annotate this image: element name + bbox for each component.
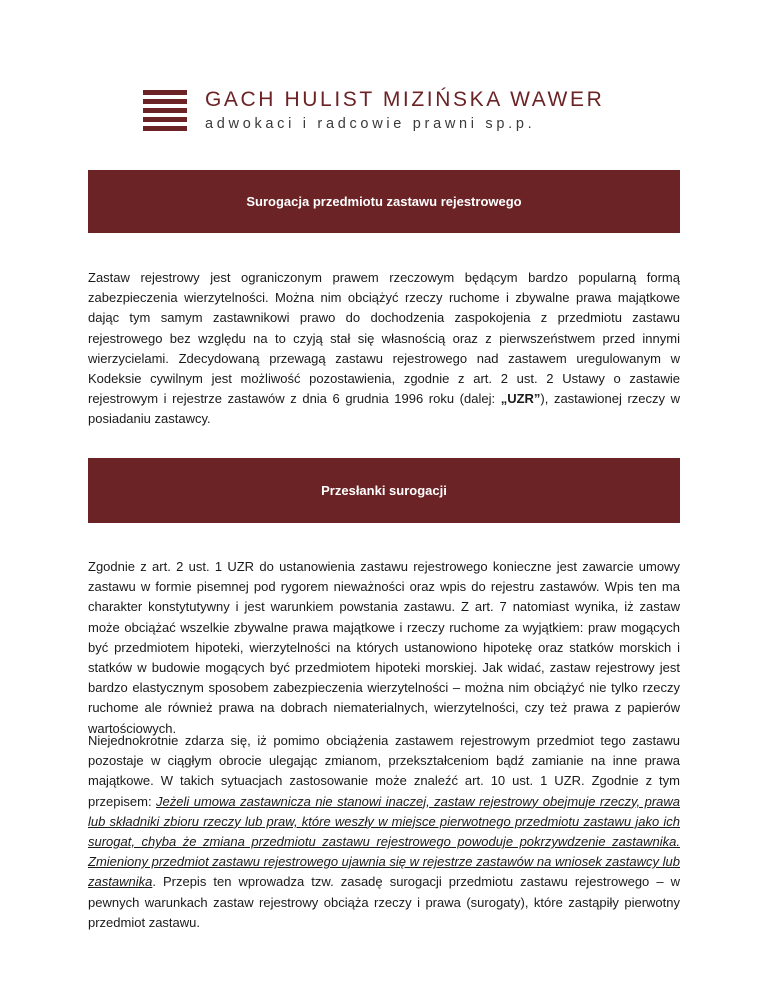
section-heading: Przesłanki surogacji [321,483,447,498]
section-heading-banner [88,170,680,233]
section-heading: Surogacja przedmiotu zastawu rejestrowego [246,194,522,209]
section-heading-banner [88,458,680,523]
firm-name: GACH HULIST MIZIŃSKA WAWER [205,88,605,111]
statute-quote: Jeżeli umowa zastawnicza nie stanowi inaczej, zastaw rejestrowy obejmuje rzeczy, prawa lub składniki zbioru rzeczy lub praw, które weszły w miejsce pierwotnego przedmiotu zastawu jako ich surogat, chyba że zmiana przedmiotu zastawu rejestrowego powoduje pokrzywdzenie zastawnika. Zmieniony przedmiot zastawu rejestrowego ujawnia się w rejestrze zastawów na wniosek zastawcy lub zastawnika [88,793,680,890]
body-paragraph: Zgodnie z art. 2 ust. 1 UZR do ustanowienia zastawu rejestrowego konieczne jest zawarcie umowy zastawu w formie pisemnej pod rygorem nieważności oraz wpis do rejestru zastawów. Wpis ten ma charakter konstytutywny i jest warunkiem powstania zastawu. Z art. 7 natomiast wynika, iż zastaw może obciążać wszelkie zbywalne prawa majątkowe i rzeczy ruchome za wyjątkiem: praw mogących być przedmiotem hipoteki, wierzytelności na których ustanowiono hipotekę oraz statków morskich i statków w budowie mogących być przedmiotem hipoteki morskiej. Jak widać, zastaw rejestrowy jest bardzo elastycznym sposobem zabezpieczenia wierzytelności – można nim obciążyć nie tylko rzeczy ruchome ale również prawa na dobrach niematerialnych, wierzytelności, czy też prawa z papierów wartościowych. [88,559,680,736]
body-paragraph: Niejednokrotnie zdarza się, iż pomimo obciążenia zastawem rejestrowym przedmiot tego zastawu pozostaje w ciągłym obrocie ulegając zmianom, przekształceniom bądź zamianie na inne prawa majątkowe. W takich sytuacjach zastosowanie może znaleźć art. 10 ust. 1 UZR. Zgodnie z tym przepisem: Jeżeli umowa zastawnicza nie stanowi inaczej, zastaw rejestrowy obejmuje rzeczy, prawa lub składniki zbioru rzeczy lub praw, które weszły w miejsce pierwotnego przedmiotu zastawu jako ich surogat, chyba że zmiana przedmiotu zastawu rejestrowego powoduje pokrzywdzenie zastawnika. Zmieniony przedmiot zastawu rejestrowego ujawnia się w rejestrze zastawów na wniosek zastawcy lub zastawnika. Przepis ten wprowadza tzw. zasadę surogacji przedmiotu zastawu rejestrowego – w pewnych warunkach zastaw rejestrowy obciąża rzeczy i prawa (surogaty), które zastąpiły pierwotny przedmiot zastawu. [88,733,680,930]
intro-paragraph: Zastaw rejestrowy jest ograniczonym prawem rzeczowym będącym bardzo popularną formą zabezpieczenia wierzytelności. Można nim obciążyć rzeczy ruchome i zbywalne prawa majątkowe dając tym samym zastawnikowi prawo do dochodzenia zaspokojenia z przedmiotu zastawu rejestrowego bez względu na to czyją stał się własnością oraz z pierwszeństwem przed innymi wierzycielami. Zdecydowaną przewagą zastawu rejestrowego nad zastawem uregulowanym w Kodeksie cywilnym jest możliwość pozostawienia, zgodnie z art. 2 ust. 2 Ustawy o zastawie rejestrowym i rejestrze zastawów z dnia 6 grudnia 1996 roku (dalej: „UZR”), zastawionej rzeczy w posiadaniu zastawcy. [88,270,680,427]
firm-subtitle: adwokaci i radcowie prawni sp.p. [205,116,536,132]
stripes-logo-icon [143,90,187,132]
firm-logo [143,88,643,134]
uzr-abbreviation: „UZR” [500,391,541,407]
